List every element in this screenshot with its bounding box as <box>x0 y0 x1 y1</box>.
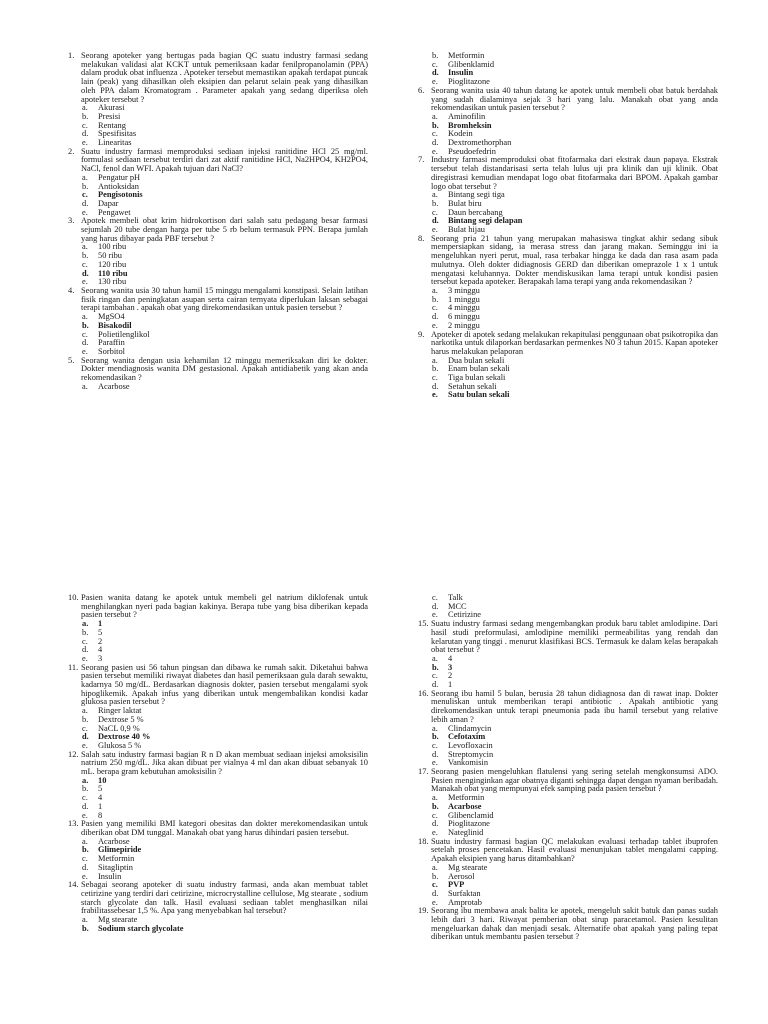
option-letter: b. <box>82 714 89 724</box>
question-block <box>418 156 718 234</box>
option-letter: e. <box>432 897 438 907</box>
option-text: Presisi <box>98 111 121 121</box>
option-letter: c. <box>432 880 438 890</box>
answer-option <box>82 383 368 392</box>
option-text: Setahun sekali <box>448 381 497 391</box>
answer-option <box>432 672 718 681</box>
option-text: Bintang segi tiga <box>448 190 505 200</box>
option-text: 3 minggu <box>448 285 480 295</box>
option-text: Streptomycin <box>448 749 494 759</box>
option-text: Talk <box>448 593 463 602</box>
option-text: Insulin <box>448 68 474 78</box>
option-text: PVP <box>448 880 465 890</box>
option-text: Linearitas <box>98 138 132 148</box>
option-letter: a. <box>82 836 88 846</box>
answer-option <box>82 243 368 252</box>
question-stem <box>68 881 368 916</box>
question-block <box>68 594 368 664</box>
option-letter: a. <box>82 312 88 322</box>
option-text: Acarbose <box>448 801 482 811</box>
question-number: 15. <box>418 619 429 629</box>
option-text: MgSO4 <box>98 312 125 322</box>
option-letter: b. <box>432 871 439 881</box>
option-text: Sitagliptin <box>98 862 133 872</box>
option-text: Mg stearate <box>98 915 138 925</box>
option-text: Akurasi <box>98 103 125 113</box>
question-stem <box>418 620 718 655</box>
option-text: Bromheksin <box>448 120 492 130</box>
question-stem <box>68 751 368 777</box>
question-block <box>68 881 368 933</box>
option-letter: a. <box>82 706 88 716</box>
option-letter: d. <box>432 888 439 898</box>
option-letter: e. <box>432 146 438 156</box>
question-block <box>418 620 718 690</box>
option-letter: a. <box>432 793 438 803</box>
option-letter: e. <box>82 871 88 881</box>
option-text: Pioglitazone <box>448 819 490 829</box>
option-letter: d. <box>82 338 89 348</box>
option-text: Nateglinid <box>448 827 484 837</box>
option-letter: e. <box>82 277 88 287</box>
option-letter: b. <box>432 732 439 742</box>
question-stem <box>68 594 368 620</box>
option-text: Metformin <box>98 854 135 864</box>
option-letter: a. <box>432 190 438 200</box>
option-text: 3 <box>98 653 103 663</box>
option-letter: c. <box>432 593 438 602</box>
option-text: Mg stearate <box>448 862 488 872</box>
option-text: Dapar <box>98 198 119 208</box>
option-letter: e. <box>82 653 88 663</box>
option-letter: d. <box>82 801 89 811</box>
option-letter: c. <box>432 303 438 313</box>
question-stem <box>68 148 368 174</box>
question-text: Salah satu industry farmasi bagian R n D akan membuat sediaan injeksi amoksisilin natrium 250 mg/dL. Jika akan dibuat per vialnya 4 ml dan akan dibuat sebanyak 10 mL. berapa gram kebutuhan amoksisilin ? <box>81 749 368 777</box>
option-letter: c. <box>432 207 438 217</box>
question-text: Seorang ibu hamil 5 bulan, berusia 28 tahun didiagnosa dan di rawat inap. Dokter menuliskan untuk memberikan terapi antibiotic . Apakah antibiotic yang direkomendasikan untuk terapi pneumonia pada ibu hamil tersebut yang relative lebih aman ? <box>431 688 718 724</box>
option-text: Sorbitol <box>98 346 125 356</box>
question-stem <box>68 217 368 243</box>
option-text: 4 <box>448 653 453 663</box>
option-text: Polietilenglikol <box>98 329 150 339</box>
answer-option <box>432 594 718 603</box>
question-text: Apoteker di apotek sedang melakukan rekapitulasi penggunaan obat psikotropika dan narkotika untuk dilaporkan berdasarkan permenkes N0 3 tahun 2015. Kapan apoteker harus melakukan pelaporan <box>431 329 718 356</box>
option-letter: d. <box>82 862 89 872</box>
option-letter: d. <box>432 68 439 78</box>
option-text: Surfaktan <box>448 888 481 898</box>
option-letter: b. <box>82 181 89 191</box>
option-text: Enam bulan sekali <box>448 364 510 374</box>
question-number: 12. <box>68 749 79 759</box>
answer-option <box>82 794 368 803</box>
option-letter: a. <box>432 653 438 663</box>
option-text: Pengatur pH <box>98 172 141 182</box>
option-text: 130 ribu <box>98 277 127 287</box>
answer-option <box>82 803 368 812</box>
option-letter: d. <box>432 312 439 322</box>
question-block <box>68 664 368 751</box>
option-text: Metformin <box>448 51 485 60</box>
option-text: Dextrose 5 % <box>98 714 144 724</box>
question-text: Seorang wanita dengan usia kehamilan 12 minggu memeriksakan diri ke dokter. Dokter mendiagnosis wanita DM gestasional. Apakah antidiabetik yang akan anda rekomendasikan ? <box>81 355 368 383</box>
option-letter: a. <box>432 285 438 295</box>
option-text: Bulat hijau <box>448 225 485 235</box>
option-letter: b. <box>432 51 439 60</box>
option-text: Metformin <box>448 793 485 803</box>
option-letter: d. <box>82 198 89 208</box>
option-text: 4 <box>98 793 103 803</box>
option-letter: d. <box>432 138 439 148</box>
option-letter: c. <box>432 810 438 820</box>
question-stem <box>418 690 718 725</box>
option-letter: c. <box>432 740 438 750</box>
option-letter: a. <box>82 103 88 113</box>
answer-option-bold <box>82 191 368 200</box>
option-letter: c. <box>82 259 88 269</box>
option-text: Clindamycin <box>448 723 492 733</box>
option-letter: c. <box>82 190 88 200</box>
option-letter: c. <box>432 671 438 681</box>
option-letter: c. <box>82 120 88 130</box>
question-block <box>418 594 718 620</box>
option-letter: e. <box>82 740 88 750</box>
option-letter: e. <box>82 346 88 356</box>
option-text: 6 minggu <box>448 312 480 322</box>
question-block <box>68 820 368 881</box>
option-letter: a. <box>82 381 88 391</box>
question-block <box>68 287 368 357</box>
answer-option <box>82 629 368 638</box>
option-letter: e. <box>82 138 88 148</box>
option-text: Tiga bulan sekali <box>448 373 506 383</box>
option-text: Daun bercabang <box>448 207 503 217</box>
option-letter: b. <box>432 662 439 672</box>
option-letter: e. <box>432 320 438 330</box>
question-number: 8. <box>418 233 425 243</box>
option-text: Kodein <box>448 129 473 139</box>
option-letter: b. <box>82 784 89 794</box>
option-letter: b. <box>82 845 89 855</box>
option-letter: d. <box>432 216 439 226</box>
question-block <box>418 87 718 157</box>
question-text: Industry farmasi memproduksi obat fitofarmaka dari ekstrak daun papaya. Ekstrak tersebut telah distandarisasi serta telah lulus uji pra klinik dan uji klinik. Obat diregistrasi kemudian mendapat logo obat fitofarmaka dari BPOM. Apakah gambar logo obat tersebut ? <box>431 155 718 191</box>
option-text: Pengisotonis <box>98 190 143 200</box>
option-text: MCC <box>448 601 467 611</box>
option-text: Glibenclamid <box>448 810 494 820</box>
question-number: 10. <box>68 593 79 602</box>
answer-option-bold <box>432 122 718 131</box>
option-text: Glibenklamid <box>448 59 495 69</box>
option-letter: b. <box>432 198 439 208</box>
answer-option-bold <box>432 664 718 673</box>
option-letter: e. <box>432 758 438 768</box>
question-text: Pasien wanita datang ke apotek untuk membeli gel natrium diklofenak untuk menghilangkan nyeri pada bagian kakinya. Berapa tube yang bisa diberikan kepada pasien tersebut ? <box>81 593 368 620</box>
option-letter: c. <box>432 59 438 69</box>
option-text: Aminofilin <box>448 111 486 121</box>
question-block <box>418 52 718 87</box>
option-letter: b. <box>82 923 89 933</box>
question-number: 4. <box>68 285 75 295</box>
option-letter: e. <box>432 77 438 87</box>
option-letter: a. <box>82 915 88 925</box>
question-number: 16. <box>418 688 429 698</box>
option-text: Glimepiride <box>98 845 142 855</box>
option-letter: b. <box>432 120 439 130</box>
question-number: 6. <box>418 85 425 95</box>
question-block <box>68 52 368 148</box>
question-text: Seorang pria 21 tahun yang merupakan mahasiswa tingkat akhir sedang sibuk mempersiapkan sidang, ia merasa stress dan jarang makan. Seminggu ini ia mengeluhkan nyeri perut, mual, rasa terbakar hingga ke dada dan rasa asam pada mulutnya. Oleh dokter didiagnosis GERD dan diberikan omeprazole 1 x 1 untuk mengatasi keluhannya. Dokter mendiskusikan lama terapi untuk kondisi pasien tersebut kepada apoteker. Berapakah lama terapi yang anda rekomendasikan ? <box>431 233 718 287</box>
question-text: Seorang apoteker yang bertugas pada bagian QC suatu industry farmasi sedang melakukan validasi alat KCKT untuk pemeriksaan kadar fenilpropanolamin (PPA) dalam produk obat influenza . Apoteker tersebut memastikan apakah terdapat puncak lain (peak) yang dihasilkan oleh eksipien dan pelarut selain peak yang dihasilkan oleh PPA dalam Kromatogram . Parameter apakah yang sedang diperiksa oleh apoteker tersebut ? <box>81 51 368 104</box>
option-letter: e. <box>432 225 438 235</box>
option-letter: d. <box>82 268 89 278</box>
question-block <box>418 235 718 331</box>
question-text: Seorang pasien mengeluhkan flatulensi yang sering setelah mengkonsumsi ADO. Pasien menginginkan agar obatnya diganti sehingga dapat dengan nyaman beribadah. Manakah obat yang mempunyai efek samping pada pasien tersebut ? <box>431 767 718 794</box>
question-stem <box>68 357 368 383</box>
option-letter: b. <box>82 320 89 330</box>
question-number: 3. <box>68 216 75 226</box>
question-number: 13. <box>68 819 79 829</box>
option-text: 2 <box>98 636 103 646</box>
option-text: Insulin <box>98 871 122 881</box>
option-text: Levofloxacin <box>448 740 493 750</box>
option-letter: d. <box>432 680 439 690</box>
option-text: NaCL 0,9 % <box>98 723 140 733</box>
option-text: Pseudoefedrin <box>448 146 496 156</box>
question-text: Seorang pasien usi 56 tahun pingsan dan dibawa ke rumah sakit. Diketahui bahwa pasien tersebut memiliki riwayat diabetes dan hasil pemeriksaan gula darah sewaktu, kadarnya 50 mg/dL. Berdasarkan diagnosis dokter, pasien tersebut mengalami syok hipoglikemik. Apakah infus yang diberikan untuk mengembalikan kondisi kadar glukosa pasien tersebut ? <box>81 662 368 707</box>
option-text: Glukosa 5 % <box>98 740 142 750</box>
answer-option <box>432 61 718 70</box>
question-stem <box>418 838 718 864</box>
option-letter: a. <box>432 111 438 121</box>
option-letter: b. <box>82 251 89 261</box>
option-letter: d. <box>82 129 89 139</box>
answer-option <box>82 646 368 655</box>
option-text: 5 <box>98 784 103 794</box>
question-number: 7. <box>418 155 425 165</box>
option-letter: a. <box>82 172 88 182</box>
option-text: Acarbose <box>98 381 130 391</box>
answer-option-bold <box>82 620 368 629</box>
option-text: Acarbose <box>98 836 130 846</box>
answer-option <box>432 873 718 882</box>
question-text: Suatu industry farmasi memproduksi sediaan injeksi ranitidine HCl 25 mg/ml. formulasi sediaan tersebut terdiri dari zat aktif ranitidine HCl, Na2HPO4, KH2PO4, NaCl, fenol dan WFI. Apakah tujuan dari NaCl? <box>81 146 368 174</box>
option-text: Pengawet <box>98 207 131 217</box>
option-text: 100 ribu <box>98 242 127 252</box>
option-text: 2 <box>448 671 453 681</box>
question-block <box>68 148 368 218</box>
option-text: 4 <box>98 645 103 655</box>
option-letter: e. <box>432 610 438 620</box>
option-text: Rentang <box>98 120 126 130</box>
option-text: 110 ribu <box>98 268 128 278</box>
question-block <box>68 357 368 392</box>
question-stem <box>68 664 368 708</box>
option-text: 5 <box>98 627 103 637</box>
option-letter: a. <box>82 619 89 629</box>
option-text: 50 ribu <box>98 251 122 261</box>
question-text: Seorang wanita usia 40 tahun datang ke apotek untuk membeli obat batuk berdahak yang sudah dialaminya sejak 3 hari yang lalu. Manakah obat yang anda rekomendasikan untuk pasien tersebut ? <box>431 85 718 113</box>
option-text: 3 <box>448 662 453 672</box>
option-letter: c. <box>432 129 438 139</box>
option-letter: a. <box>432 862 438 872</box>
column-top-left <box>68 52 368 391</box>
option-letter: d. <box>432 381 439 391</box>
question-stem <box>418 235 718 287</box>
option-text: Bulat biru <box>448 198 482 208</box>
question-text: Pasien yang memiliki BMI kategori obesitas dan dokter merekomendasikan untuk diberikan obat DM tunggal. Manakah obat yang harus dihindari pasien tersebut. <box>81 819 368 837</box>
option-letter: c. <box>82 636 88 646</box>
question-number: 19. <box>418 906 429 916</box>
option-letter: e. <box>82 207 88 217</box>
answer-option-bold <box>82 925 368 934</box>
question-block <box>418 331 718 401</box>
option-text: Dua bulan sekali <box>448 355 505 365</box>
option-letter: a. <box>82 775 89 785</box>
question-number: 9. <box>418 329 425 339</box>
option-text: Ringer laktat <box>98 706 142 716</box>
option-text: 2 minggu <box>448 320 480 330</box>
option-letter: d. <box>432 601 439 611</box>
question-number: 18. <box>418 836 429 846</box>
question-number: 14. <box>68 880 79 890</box>
question-number: 11. <box>68 662 79 672</box>
option-letter: a. <box>82 242 88 252</box>
option-letter: e. <box>82 810 88 820</box>
option-letter: c. <box>82 854 88 864</box>
answer-option <box>432 655 718 664</box>
option-text: Paraffin <box>98 338 125 348</box>
answer-option <box>82 104 368 113</box>
question-text: Suatu industry farmasi sedang mengembangkan produk baru tablet amlodipine. Dari hasil studi preformulasi, amlodipine memiliki permeabilitas yang rendah dan kelarutan yang tinggi . menurut klasifikasi BCS. Termasuk ke dalam kelas berapakah obat tersebut ? <box>431 619 718 655</box>
question-text: Suatu industry farmasi bagian QC melakukan evaluasi terhadap tablet ibuprofen setelah proses pencetakan. Hasil evaluasi menunjukan tablet mengalami capping. Apakah eksipien yang harus ditambahkan? <box>431 836 718 864</box>
question-text: Seorang wanita usia 30 tahun hamil 15 minggu mengalami konstipasi. Selain latihan fisik ringan dan peningkatan asupan serta cairan ternyata diperlukan laksan sebagai terapi tambahan . apakah obat yang direkomendasikan untuk pasien tersebut ? <box>81 285 368 313</box>
option-letter: d. <box>82 732 89 742</box>
option-text: Cetirizine <box>448 610 482 620</box>
answer-option <box>82 638 368 647</box>
question-block <box>68 217 368 287</box>
question-stem <box>68 52 368 104</box>
option-letter: c. <box>82 793 88 803</box>
question-number: 2. <box>68 146 75 156</box>
option-text: Spesifisitas <box>98 129 137 139</box>
option-text: 1 <box>448 680 453 690</box>
question-number: 1. <box>68 51 75 60</box>
option-letter: d. <box>432 819 439 829</box>
question-block <box>68 751 368 821</box>
option-letter: b. <box>432 364 439 374</box>
option-text: Dextromethorphan <box>448 138 512 148</box>
option-letter: d. <box>82 645 89 655</box>
option-text: 1 minggu <box>448 294 480 304</box>
option-text: 10 <box>98 775 107 785</box>
option-text: Cefotaxim <box>448 732 486 742</box>
option-letter: d. <box>432 749 439 759</box>
option-text: Antioksidan <box>98 181 139 191</box>
answer-option-bold <box>82 777 368 786</box>
option-text: 8 <box>98 810 103 820</box>
option-text: Amprotab <box>448 897 482 907</box>
option-text: 120 ribu <box>98 259 127 269</box>
option-letter: c. <box>82 723 88 733</box>
question-text: Apotek membeli obat krim hidrokortison dari salah satu pedagang besar farmasi sejumlah 20 tube dengan harga per tube 5 rb belum termasuk PPN. Berapa jumlah yang harus dibayar pada PBF tersebut ? <box>81 216 368 243</box>
column-top-right <box>418 52 718 400</box>
option-text: Sodium starch glycolate <box>98 923 184 933</box>
option-letter: c. <box>432 373 438 383</box>
answer-option <box>82 864 368 873</box>
option-text: Satu bulan sekali <box>448 390 510 400</box>
question-block <box>418 690 718 768</box>
question-text: Sebagai seorang apoteker di suatu industry farmasi, anda akan membuat tablet cetirizine yang terdiri dari cetirizine, microcrystalline cellulose, Mg stearate , sodium starch glycolate dan talk. Hasil evaluasi sediaan tablet menghasilkan nilai frabilitassebesar 1,5 %. Apa yang menyebabkan hal tersebut? <box>81 880 368 916</box>
option-text: 1 <box>98 801 103 811</box>
question-text: Seorang ibu membawa anak balita ke apotek, mengeluh sakit batuk dan panas sudah lebih dari 3 hari. Riwayat pemberian obat sirup paracetamol. Pasien kesulitan mengeluarkan dahak dan menjadi sesak. Alternatife obat apakah yang paling tepat diberikan untuk membantu pasien tersebut ? <box>431 906 718 942</box>
option-text: 4 minggu <box>448 303 480 313</box>
question-stem <box>68 287 368 313</box>
option-letter: b. <box>82 111 89 121</box>
question-block <box>418 838 718 908</box>
option-text: Dextrose 40 % <box>98 732 151 742</box>
option-letter: a. <box>432 355 438 365</box>
question-stem <box>418 907 718 942</box>
option-text: Bintang segi delapan <box>448 216 523 226</box>
question-stem <box>418 768 718 794</box>
option-letter: e. <box>432 827 438 837</box>
question-stem <box>418 156 718 191</box>
option-letter: b. <box>432 801 439 811</box>
question-stem <box>68 820 368 837</box>
option-text: Bisakodil <box>98 320 132 330</box>
option-letter: b. <box>82 627 89 637</box>
question-block <box>418 907 718 942</box>
option-text: Aerosol <box>448 871 475 881</box>
question-stem <box>418 331 718 357</box>
question-stem <box>418 87 718 113</box>
question-number: 17. <box>418 767 429 777</box>
answer-option <box>82 785 368 794</box>
option-text: Pioglitazone <box>448 77 490 87</box>
answer-option-bold <box>432 391 718 400</box>
column-bottom-left <box>68 594 368 933</box>
option-letter: e. <box>432 390 438 400</box>
question-number: 5. <box>68 355 75 365</box>
question-block <box>418 768 718 838</box>
column-bottom-right <box>418 594 718 942</box>
option-letter: c. <box>82 329 88 339</box>
option-letter: a. <box>432 723 438 733</box>
option-text: 1 <box>98 619 103 629</box>
option-text: Vankomisin <box>448 758 489 768</box>
option-letter: b. <box>432 294 439 304</box>
